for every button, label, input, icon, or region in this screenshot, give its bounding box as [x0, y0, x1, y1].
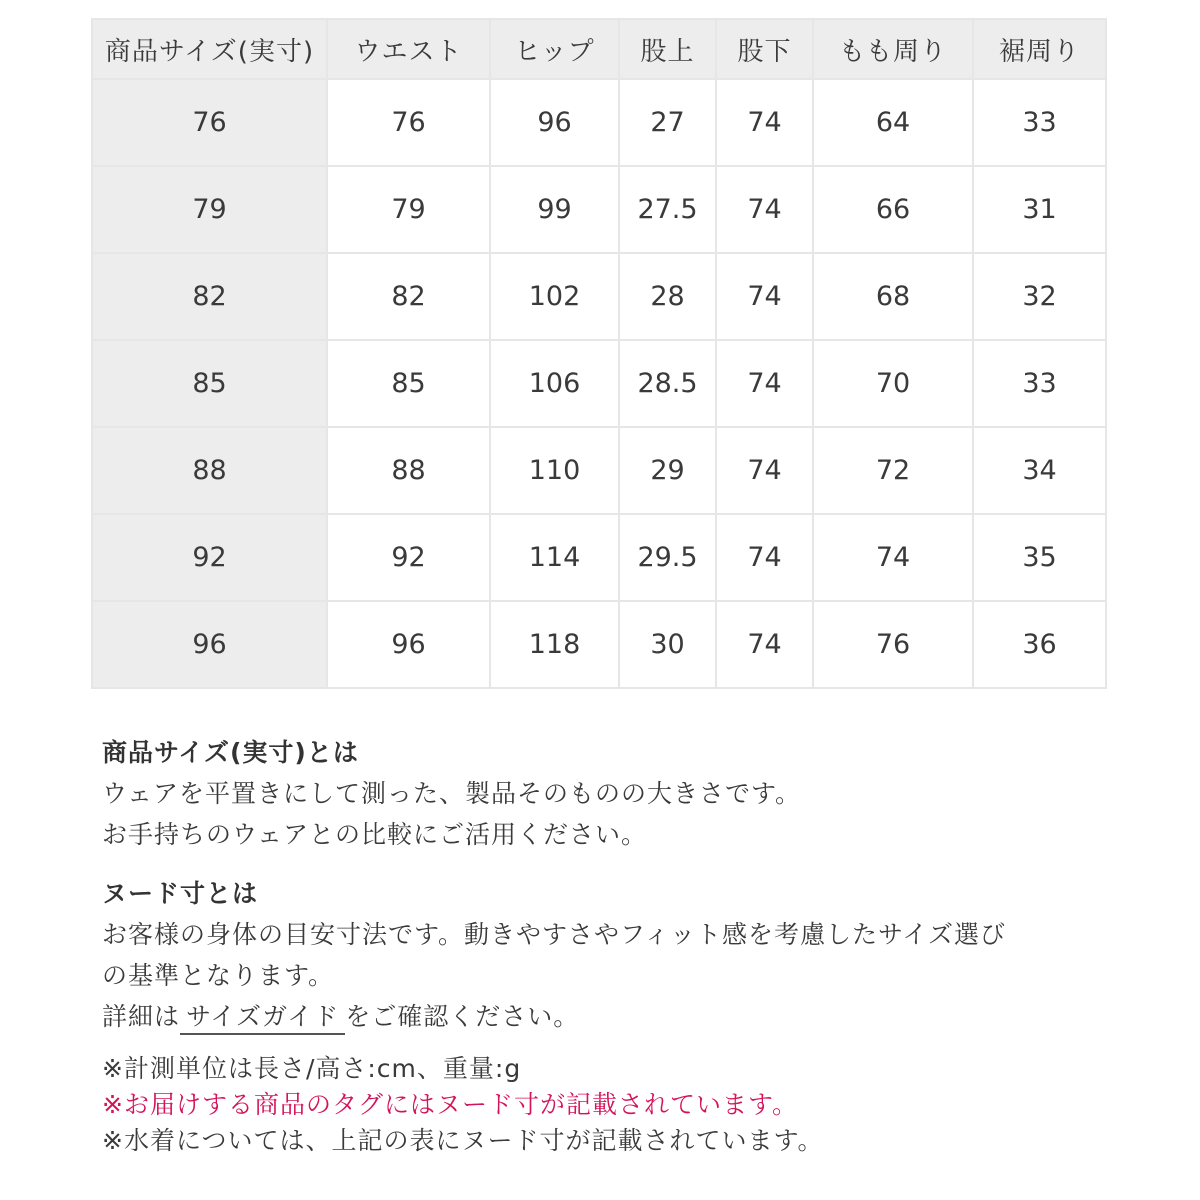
footnote-swimwear: ※水着については、上記の表にヌード寸が記載されています。	[102, 1126, 824, 1155]
table-cell: 66	[813, 166, 973, 253]
table-cell: 30	[619, 601, 716, 688]
table-cell: 102	[490, 253, 619, 340]
actual-size-line: お手持ちのウェアとの比較にご活用ください。	[102, 820, 648, 849]
table-cell: 28.5	[619, 340, 716, 427]
table-cell: 88	[92, 427, 327, 514]
table-cell: 33	[973, 340, 1106, 427]
table-cell: 64	[813, 79, 973, 166]
nude-size-line: お客様の身体の目安寸法です。動きやすさやフィット感を考慮したサイズ選び	[102, 920, 1007, 949]
table-cell: 106	[490, 340, 619, 427]
table-cell: 36	[973, 601, 1106, 688]
table-cell: 96	[92, 601, 327, 688]
table-cell: 74	[716, 166, 813, 253]
table-cell: 29	[619, 427, 716, 514]
table-cell: 29.5	[619, 514, 716, 601]
table-header-row	[92, 19, 1106, 79]
table-row	[92, 166, 1106, 253]
header-hip: ヒップ	[490, 19, 619, 79]
table-cell: 28	[619, 253, 716, 340]
table-cell: 31	[973, 166, 1106, 253]
table-cell: 85	[327, 340, 490, 427]
table-cell: 76	[92, 79, 327, 166]
table-cell: 72	[813, 427, 973, 514]
table-cell: 27	[619, 79, 716, 166]
table-cell: 27.5	[619, 166, 716, 253]
table-cell: 99	[490, 166, 619, 253]
table-cell: 96	[327, 601, 490, 688]
footnote-units: ※計測単位は長さ/高さ:cm、重量:g	[102, 1054, 522, 1083]
table-row	[92, 427, 1106, 514]
actual-size-title: 商品サイズ(実寸)とは	[102, 738, 359, 767]
table-cell: 35	[973, 514, 1106, 601]
table-cell: 74	[716, 514, 813, 601]
table-cell: 118	[490, 601, 619, 688]
table-cell: 92	[92, 514, 327, 601]
header-hem: 裾周り	[973, 19, 1106, 79]
detail-line	[102, 996, 1102, 1037]
table-cell: 68	[813, 253, 973, 340]
table-cell: 96	[490, 79, 619, 166]
table-row	[92, 340, 1106, 427]
header-rise: 股上	[619, 19, 716, 79]
table-cell: 74	[813, 514, 973, 601]
table-cell: 114	[490, 514, 619, 601]
table-cell: 74	[716, 601, 813, 688]
detail-suffix: をご確認ください。	[345, 1002, 580, 1031]
table-row	[92, 253, 1106, 340]
header-thigh: もも周り	[813, 19, 973, 79]
size-guide-link[interactable]: サイズガイド	[180, 1002, 345, 1035]
header-waist: ウエスト	[327, 19, 490, 79]
table-row	[92, 514, 1106, 601]
table-cell: 74	[716, 79, 813, 166]
header-size: 商品サイズ(実寸)	[92, 19, 327, 79]
table-cell: 110	[490, 427, 619, 514]
table-cell: 85	[92, 340, 327, 427]
footnote-tag-warning: ※お届けする商品のタグにはヌード寸が記載されています。	[102, 1090, 798, 1119]
table-row	[92, 601, 1106, 688]
nude-size-line: の基準となります。	[102, 961, 335, 990]
table-cell: 82	[92, 253, 327, 340]
table-cell: 82	[327, 253, 490, 340]
table-cell: 32	[973, 253, 1106, 340]
table-cell: 76	[813, 601, 973, 688]
header-inseam: 股下	[716, 19, 813, 79]
table-row	[92, 79, 1106, 166]
table-cell: 88	[327, 427, 490, 514]
table-cell: 92	[327, 514, 490, 601]
table-cell: 70	[813, 340, 973, 427]
table-cell: 34	[973, 427, 1106, 514]
nude-size-title: ヌード寸とは	[102, 879, 259, 908]
table-cell: 74	[716, 340, 813, 427]
table-cell: 74	[716, 427, 813, 514]
table-cell: 79	[327, 166, 490, 253]
table-cell: 79	[92, 166, 327, 253]
actual-size-line: ウェアを平置きにして測った、製品そのものの大きさです。	[102, 779, 802, 808]
table-cell: 33	[973, 79, 1106, 166]
table-cell: 76	[327, 79, 490, 166]
table-cell: 74	[716, 253, 813, 340]
detail-prefix: 詳細は	[102, 1002, 181, 1031]
size-notes	[102, 732, 1102, 1159]
size-table	[91, 18, 1107, 689]
